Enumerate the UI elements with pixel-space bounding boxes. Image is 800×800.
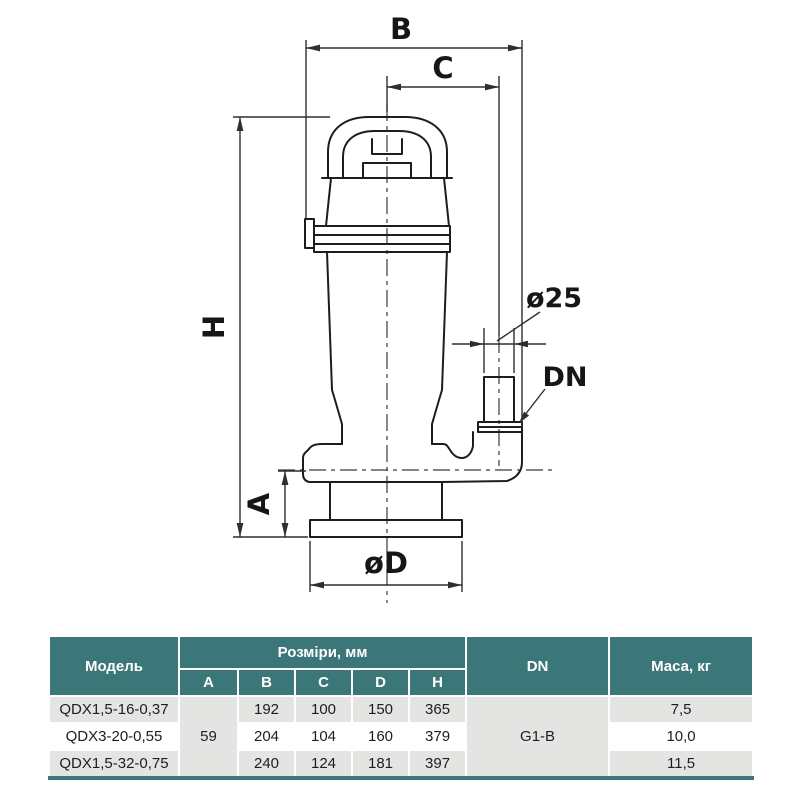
header-dim-c: C (295, 669, 352, 696)
table-row (49, 696, 753, 723)
dimension-outlet-diameter (452, 283, 582, 373)
pump-outline (303, 117, 522, 537)
dim-label-h: H (197, 314, 231, 340)
header-model: Модель (49, 636, 179, 696)
cell-dim-b: 192 (238, 696, 295, 723)
dim-label-outlet-diameter: ø25 (525, 283, 583, 314)
cell-dim-d: 160 (352, 723, 409, 750)
dimension-c (387, 51, 499, 336)
header-dim-h: H (409, 669, 466, 696)
dim-label-base-diameter: øD (364, 546, 408, 580)
cell-dn-shared: G1-B (466, 696, 609, 778)
dim-label-b: B (389, 12, 413, 46)
cell-dim-b: 240 (238, 750, 295, 778)
dimension-a (242, 471, 306, 537)
cell-mass: 11,5 (609, 750, 753, 778)
header-dim-a: A (179, 669, 238, 696)
table-row (49, 750, 753, 778)
header-mass: Маса, кг (609, 636, 753, 696)
spec-table (48, 635, 754, 780)
header-dn: DN (466, 636, 609, 696)
dimension-base-diameter (310, 541, 462, 592)
cell-mass: 7,5 (609, 696, 753, 723)
cell-dim-h: 365 (409, 696, 466, 723)
dimension-b (306, 12, 522, 428)
cell-model: QDX1,5-32-0,75 (49, 750, 179, 778)
cell-dim-d: 181 (352, 750, 409, 778)
cell-dim-a-shared: 59 (179, 696, 238, 778)
cell-dim-c: 124 (295, 750, 352, 778)
table-row (49, 723, 753, 750)
cell-dim-c: 104 (295, 723, 352, 750)
cell-dim-c: 100 (295, 696, 352, 723)
header-dimensions: Розміри, мм (179, 636, 466, 669)
cell-dim-h: 379 (409, 723, 466, 750)
header-dim-b: B (238, 669, 295, 696)
cell-model: QDX1,5-16-0,37 (49, 696, 179, 723)
cell-model: QDX3-20-0,55 (49, 723, 179, 750)
dim-label-dn: DN (542, 362, 588, 393)
cell-mass: 10,0 (609, 723, 753, 750)
header-dim-d: D (352, 669, 409, 696)
cell-dim-b: 204 (238, 723, 295, 750)
cell-dim-d: 150 (352, 696, 409, 723)
dim-label-c: C (432, 51, 454, 85)
callout-dn (519, 362, 588, 423)
cell-dim-h: 397 (409, 750, 466, 778)
dimension-h (197, 117, 330, 537)
dim-label-a: A (242, 492, 276, 516)
